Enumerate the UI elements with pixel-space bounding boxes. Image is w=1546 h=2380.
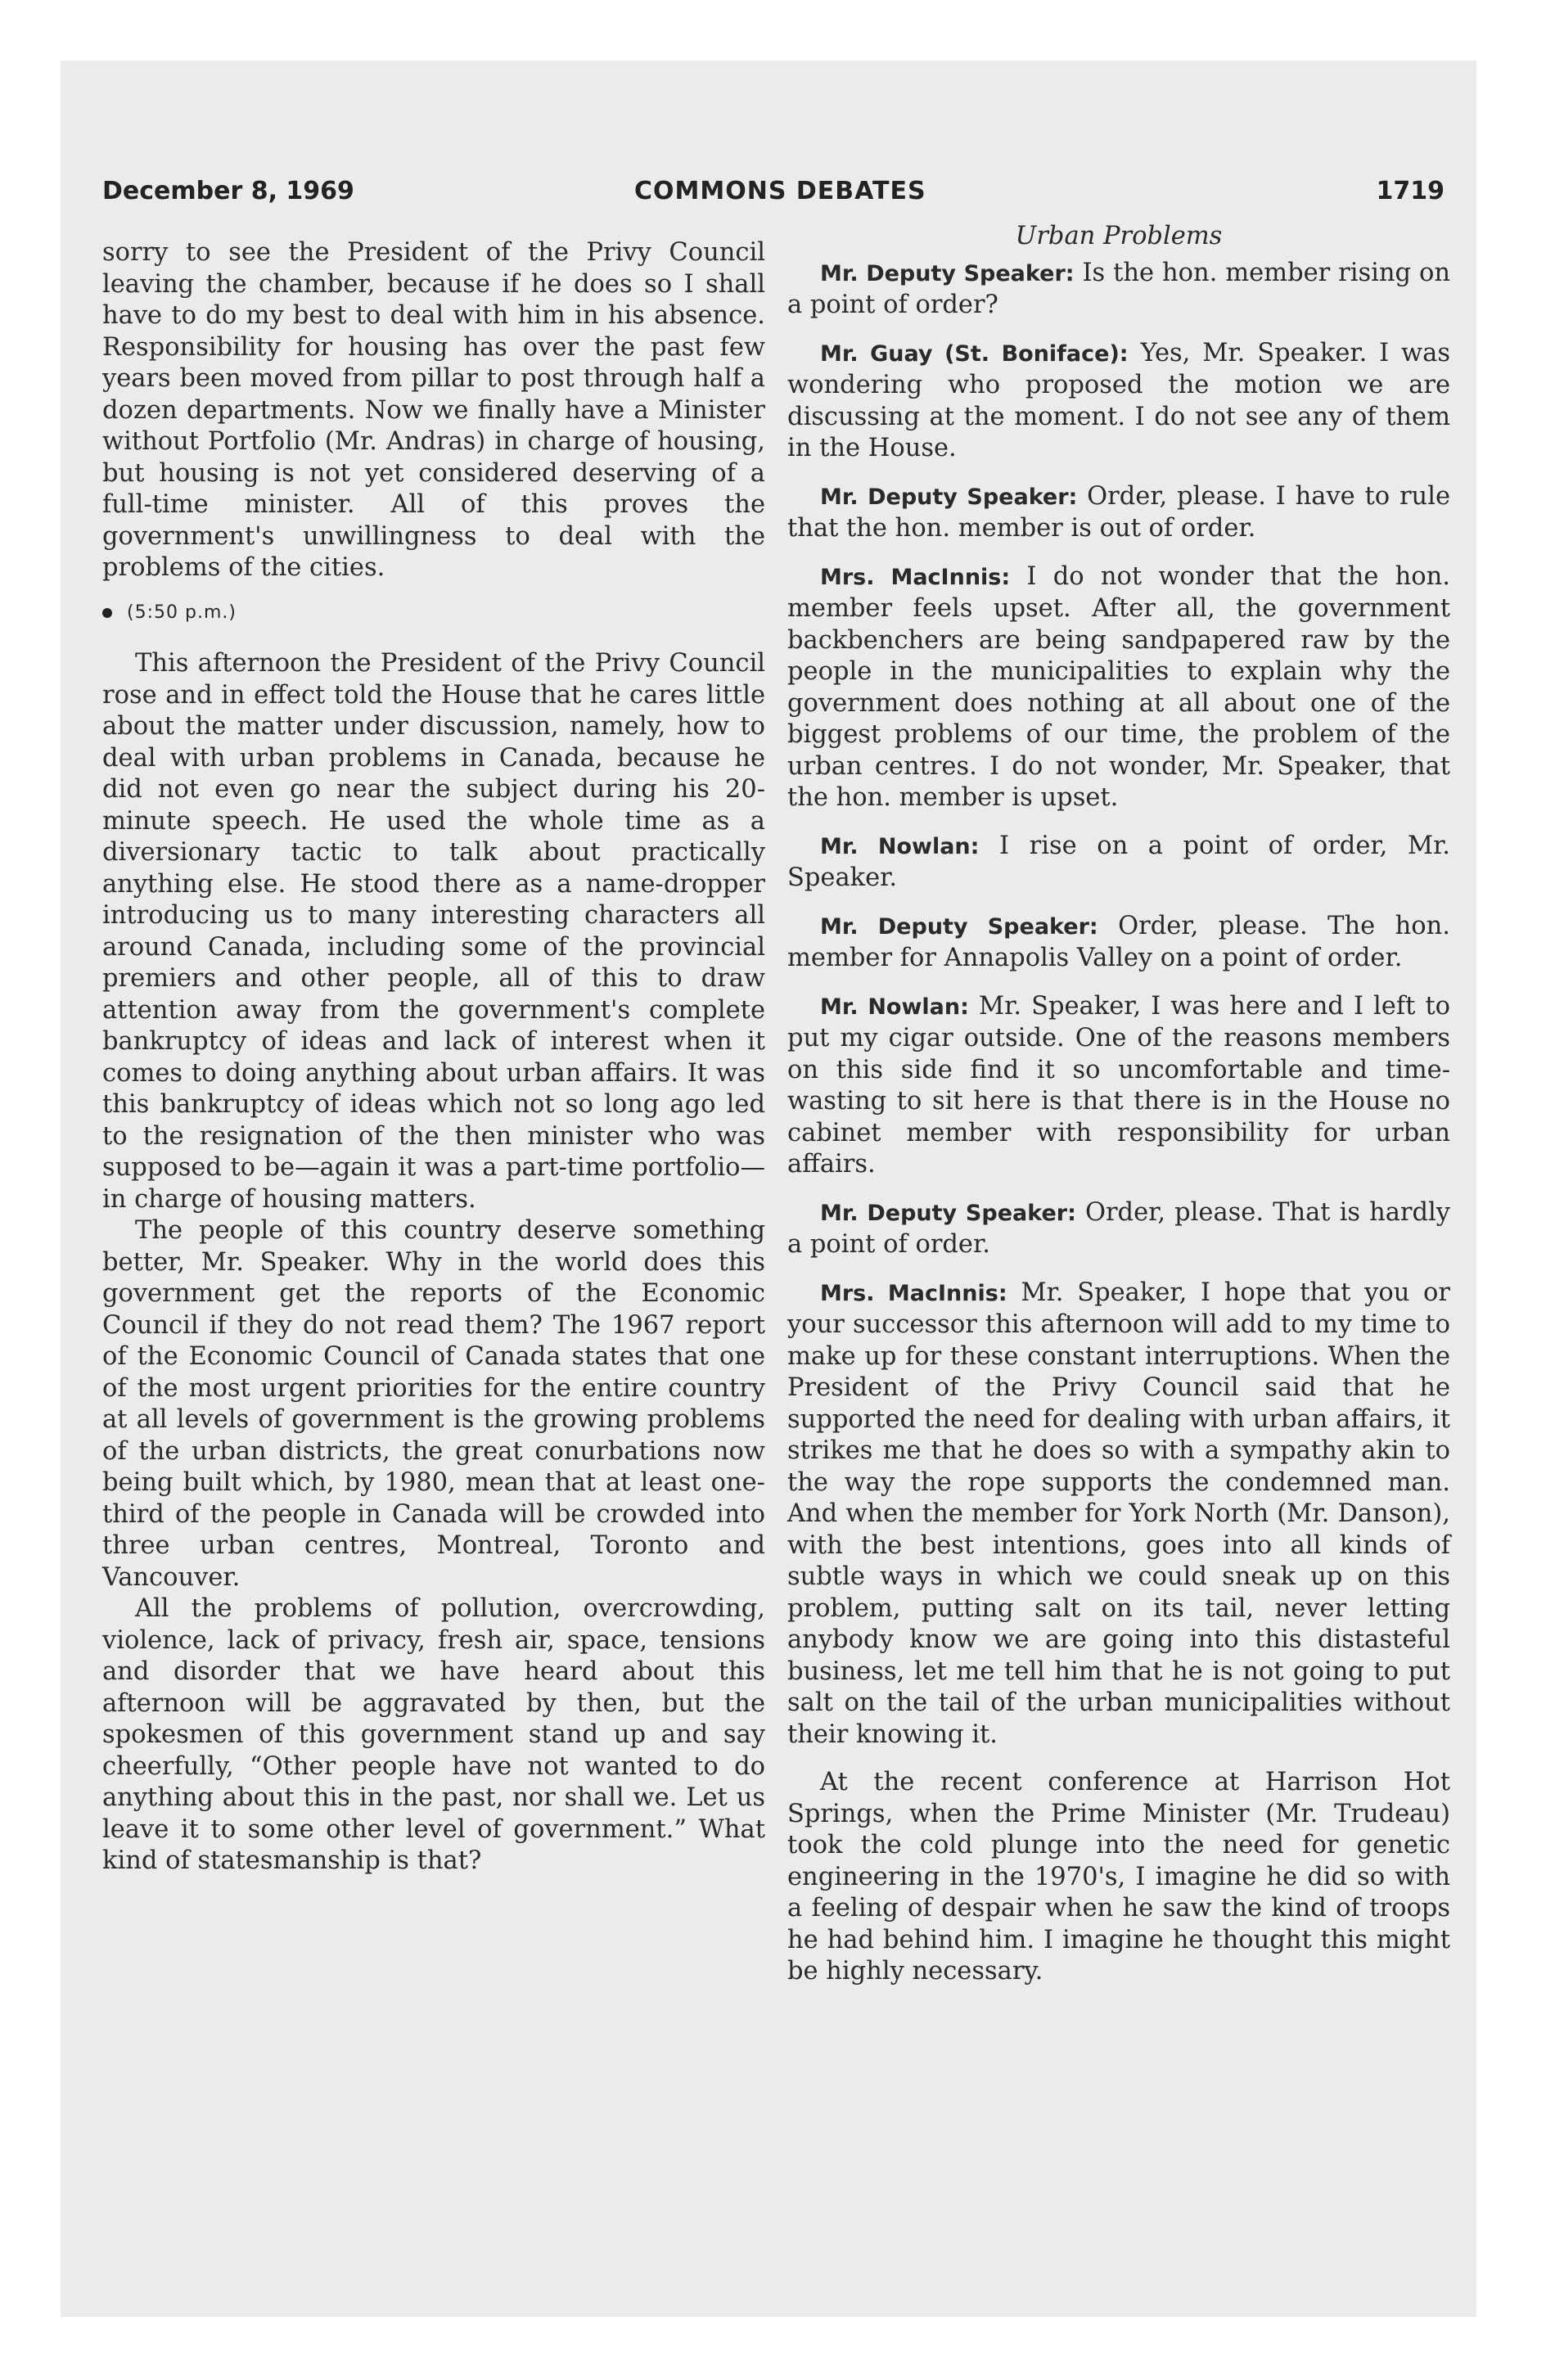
speech: [787, 1197, 1450, 1261]
speaker-name: Mr. Nowlan:: [820, 994, 969, 1020]
speech: [787, 481, 1450, 545]
speaker-name: Mrs. MacInnis:: [820, 1280, 1007, 1306]
speech-text: Yes, Mr. Speaker. I was wondering who proposed the motion we are discussing at the moment. I do not see any of them in the House.: [787, 338, 1450, 462]
page-header: [102, 177, 1445, 223]
paragraph: The people of this country deserve something better, Mr. Speaker. Why in the world does this government get the reports of the Economic Council if they do not read them? The 1967 report of the Economic Council of Canada states that one of the most urgent priorities for the entire country at all levels of government is the growing problems of the urban districts, the great conurbations now being built which, by 1980, mean that at least one-third of the people in Canada will be crowded into three urban centres, Montreal, Toronto and Vancouver.: [102, 1216, 765, 1592]
speech-text: Mr. Speaker, I was here and I left to put my cigar outside. One of the reasons members on this side find it so uncomfortable and time-wasting to sit here is that there is in the House no cabinet member with responsibility for urban affairs.: [787, 991, 1451, 1179]
speaker-name: Mr. Nowlan:: [820, 833, 980, 859]
speech-text: Order, please. The hon. member for Annapolis Valley on a point of order.: [787, 911, 1450, 972]
speaker-name: Mr. Deputy Speaker:: [820, 913, 1098, 940]
right-column: [787, 222, 1451, 1988]
speech-text: I rise on a point of order, Mr. Speaker.: [787, 831, 1451, 892]
header-title: COMMONS DEBATES: [634, 177, 926, 205]
time-stamp: (5:50 p.m.): [127, 602, 237, 623]
speech: [787, 561, 1450, 814]
paragraph: All the problems of pollution, overcrowding, violence, lack of privacy, fresh air, space, tensions and disorder that we have heard about this afternoon will be aggravated by then, but the spokesmen of this government stand up and say cheerfully, “Other people have not wanted to do anything about this in the past, nor shall we. Let us leave it to some other level of government.” What kind of statesmanship is that?: [102, 1594, 765, 1875]
speaker-name: Mr. Deputy Speaker:: [820, 1200, 1076, 1226]
speech-text: Order, please. That is hardly a point of order.: [787, 1197, 1450, 1259]
speaker-name: Mr. Deputy Speaker:: [820, 484, 1078, 510]
paragraph: sorry to see the President of the Privy Council leaving the chamber, because if he does so I shall have to do my best to deal with him in his absence. Responsibility for housing has over the past few years been moved from pillar to post through half a dozen departments. Now we finally have a Minister without Portfolio (Mr. Andras) in charge of housing, but housing is not yet considered deserving of a full-time minister. All of this proves the government's unwillingness to deal with the problems of the cities.: [102, 238, 765, 582]
section-subheading: Urban Problems: [1015, 222, 1223, 250]
speech: [787, 911, 1450, 975]
header-date: December 8, 1969: [102, 177, 354, 205]
bullet-icon: [102, 608, 112, 618]
speaker-name: Mr. Guay (St. Boniface):: [820, 340, 1129, 367]
speech: [787, 338, 1450, 465]
left-column: [102, 237, 765, 1877]
time-marker: [102, 597, 765, 629]
speech: [787, 258, 1450, 322]
speech-text: Order, please. I have to rule that the hon. member is out of order.: [787, 481, 1450, 543]
speaker-name: Mr. Deputy Speaker:: [820, 260, 1075, 286]
paragraph: At the recent conference at Harrison Hot Springs, when the Prime Minister (Mr. Trudeau) took the cold plunge into the need for genetic engineering in the 1970's, I imagine he did so with a feeling of despair when he saw the kind of troops he had behind him. I imagine he thought this might be highly necessary.: [787, 1768, 1450, 1986]
speaker-name: Mrs. MacInnis:: [820, 564, 1011, 590]
speech: [787, 1278, 1450, 1751]
speech-text: Mr. Speaker, I hope that you or your successor this afternoon will add to my time to make up for these constant interruptions. When the President of the Privy Council said that he supported the need for dealing with urban affairs, it strikes me that he does so with a sympathy akin to the way the rope supports the condemned man. And when the member for York North (Mr. Danson), with the best intentions, goes into all kinds of subtle ways in which we could sneak up on this problem, putting salt on its tail, never letting anybody know we are going into this distasteful business, let me tell him that he is not going to put salt on the tail of the urban municipalities without their knowing it.: [787, 1278, 1450, 1749]
speech: [787, 831, 1450, 895]
speech: [787, 991, 1450, 1181]
speech-text: Is the hon. member rising on a point of order?: [787, 258, 1450, 319]
header-page-number: 1719: [1376, 177, 1445, 205]
paragraph: This afternoon the President of the Privy Council rose and in effect told the House that he cares little about the matter under discussion, namely, how to deal with urban problems in Canada, because he did not even go near the subject during his 20-minute speech. He used the whole time as a diversionary tactic to talk about practically anything else. He stood there as a name-dropper introducing us to many interesting characters all around Canada, including some of the provincial premiers and other people, all of this to draw attention away from the government's complete bankruptcy of ideas and lack of interest when it comes to doing anything about urban affairs. It was this bankruptcy of ideas which not so long ago led to the resignation of the then minister who was supposed to be—again it was a part-time portfolio—in charge of housing matters.: [102, 649, 765, 1214]
speech-text: I do not wonder that the hon. member feels upset. After all, the government backbenchers are being sandpapered raw by the people in the municipalities to explain why the government does nothing at all about one of the biggest problems of our time, the problem of the urban centres. I do not wonder, Mr. Speaker, that the hon. member is upset.: [787, 561, 1450, 812]
